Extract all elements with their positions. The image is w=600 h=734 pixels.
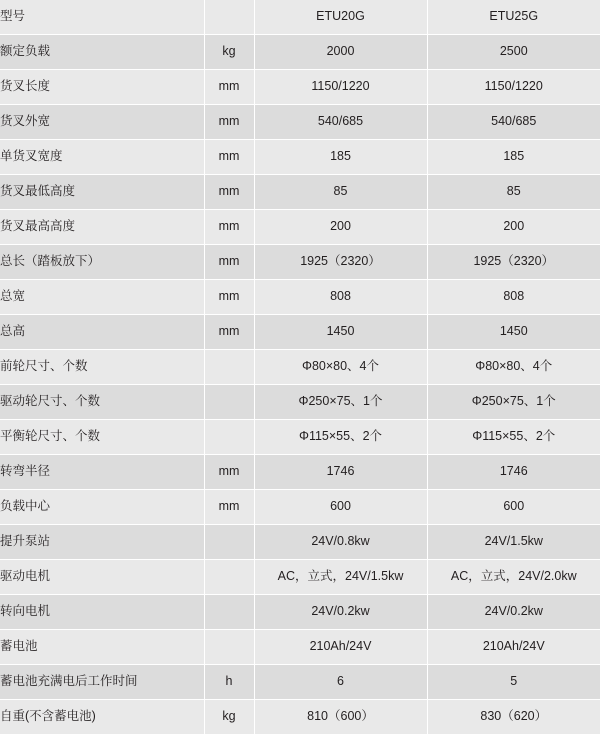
row-label: 自重(不含蓄电池) xyxy=(0,700,204,734)
row-label: 前轮尺寸、个数 xyxy=(0,350,204,385)
row-unit: mm xyxy=(204,105,254,140)
row-unit: mm xyxy=(204,490,254,525)
row-value-etu25g: 600 xyxy=(427,490,600,525)
table-row xyxy=(0,700,600,734)
table-row xyxy=(0,385,600,420)
row-unit xyxy=(204,385,254,420)
row-value-etu25g: 5 xyxy=(427,665,600,700)
table-row xyxy=(0,525,600,560)
row-value-etu20g: 1746 xyxy=(254,455,427,490)
row-label: 负载中心 xyxy=(0,490,204,525)
row-label: 货叉最高高度 xyxy=(0,210,204,245)
table-row xyxy=(0,315,600,350)
table-row xyxy=(0,420,600,455)
row-value-etu25g: Φ250×75、1个 xyxy=(427,385,600,420)
table-row xyxy=(0,70,600,105)
row-label: 驱动电机 xyxy=(0,560,204,595)
row-value-etu20g: ETU20G xyxy=(254,0,427,35)
row-unit xyxy=(204,525,254,560)
row-value-etu20g: 85 xyxy=(254,175,427,210)
table-row xyxy=(0,175,600,210)
table-row xyxy=(0,210,600,245)
row-value-etu25g: 200 xyxy=(427,210,600,245)
row-value-etu20g: 810（600） xyxy=(254,700,427,734)
row-unit: mm xyxy=(204,280,254,315)
row-label: 货叉最低高度 xyxy=(0,175,204,210)
row-value-etu25g: 808 xyxy=(427,280,600,315)
row-value-etu25g: 540/685 xyxy=(427,105,600,140)
row-value-etu25g: Φ80×80、4个 xyxy=(427,350,600,385)
row-label: 货叉长度 xyxy=(0,70,204,105)
row-label: 单货叉宽度 xyxy=(0,140,204,175)
row-value-etu25g: 1450 xyxy=(427,315,600,350)
row-value-etu20g: 600 xyxy=(254,490,427,525)
row-value-etu20g: Φ80×80、4个 xyxy=(254,350,427,385)
row-unit xyxy=(204,560,254,595)
row-unit xyxy=(204,595,254,630)
row-unit: mm xyxy=(204,175,254,210)
row-unit: mm xyxy=(204,315,254,350)
row-unit: mm xyxy=(204,455,254,490)
row-label: 型号 xyxy=(0,0,204,35)
row-value-etu20g: Φ250×75、1个 xyxy=(254,385,427,420)
row-label: 额定负载 xyxy=(0,35,204,70)
row-label: 平衡轮尺寸、个数 xyxy=(0,420,204,455)
row-value-etu25g: 24V/1.5kw xyxy=(427,525,600,560)
table-row xyxy=(0,455,600,490)
row-label: 总宽 xyxy=(0,280,204,315)
row-unit xyxy=(204,350,254,385)
row-label: 总高 xyxy=(0,315,204,350)
row-value-etu25g: 1746 xyxy=(427,455,600,490)
row-unit: mm xyxy=(204,140,254,175)
row-value-etu25g: ETU25G xyxy=(427,0,600,35)
row-label: 转弯半径 xyxy=(0,455,204,490)
row-label: 转向电机 xyxy=(0,595,204,630)
row-unit: mm xyxy=(204,210,254,245)
row-value-etu25g: 1925（2320） xyxy=(427,245,600,280)
row-value-etu20g: 540/685 xyxy=(254,105,427,140)
row-label: 总长（踏板放下） xyxy=(0,245,204,280)
table-row xyxy=(0,630,600,665)
table-row xyxy=(0,595,600,630)
row-value-etu20g: 6 xyxy=(254,665,427,700)
table-row xyxy=(0,35,600,70)
row-unit xyxy=(204,630,254,665)
row-unit: kg xyxy=(204,700,254,734)
table-row xyxy=(0,665,600,700)
row-unit: kg xyxy=(204,35,254,70)
row-value-etu25g: 1150/1220 xyxy=(427,70,600,105)
row-unit xyxy=(204,420,254,455)
row-value-etu20g: 24V/0.8kw xyxy=(254,525,427,560)
row-value-etu20g: 1150/1220 xyxy=(254,70,427,105)
row-label: 蓄电池 xyxy=(0,630,204,665)
row-label: 驱动轮尺寸、个数 xyxy=(0,385,204,420)
row-unit: mm xyxy=(204,70,254,105)
row-unit: h xyxy=(204,665,254,700)
table-row xyxy=(0,350,600,385)
row-value-etu25g: 830（620） xyxy=(427,700,600,734)
row-value-etu25g: Φ115×55、2个 xyxy=(427,420,600,455)
row-label: 货叉外宽 xyxy=(0,105,204,140)
row-unit xyxy=(204,0,254,35)
table-row xyxy=(0,140,600,175)
row-value-etu20g: 185 xyxy=(254,140,427,175)
row-value-etu25g: 85 xyxy=(427,175,600,210)
row-value-etu25g: 24V/0.2kw xyxy=(427,595,600,630)
row-value-etu20g: 1925（2320） xyxy=(254,245,427,280)
row-label: 提升泵站 xyxy=(0,525,204,560)
row-value-etu25g: AC，立式，24V/2.0kw xyxy=(427,560,600,595)
row-value-etu20g: 200 xyxy=(254,210,427,245)
table-row xyxy=(0,560,600,595)
row-value-etu20g: AC，立式，24V/1.5kw xyxy=(254,560,427,595)
row-value-etu20g: 2000 xyxy=(254,35,427,70)
row-value-etu20g: 210Ah/24V xyxy=(254,630,427,665)
row-value-etu20g: 808 xyxy=(254,280,427,315)
table-row xyxy=(0,245,600,280)
table-row xyxy=(0,280,600,315)
table-row xyxy=(0,490,600,525)
table-row xyxy=(0,105,600,140)
table-row xyxy=(0,0,600,35)
row-unit: mm xyxy=(204,245,254,280)
row-value-etu25g: 210Ah/24V xyxy=(427,630,600,665)
row-value-etu20g: Φ115×55、2个 xyxy=(254,420,427,455)
row-value-etu25g: 185 xyxy=(427,140,600,175)
row-value-etu25g: 2500 xyxy=(427,35,600,70)
row-value-etu20g: 24V/0.2kw xyxy=(254,595,427,630)
row-value-etu20g: 1450 xyxy=(254,315,427,350)
row-label: 蓄电池充满电后工作时间 xyxy=(0,665,204,700)
